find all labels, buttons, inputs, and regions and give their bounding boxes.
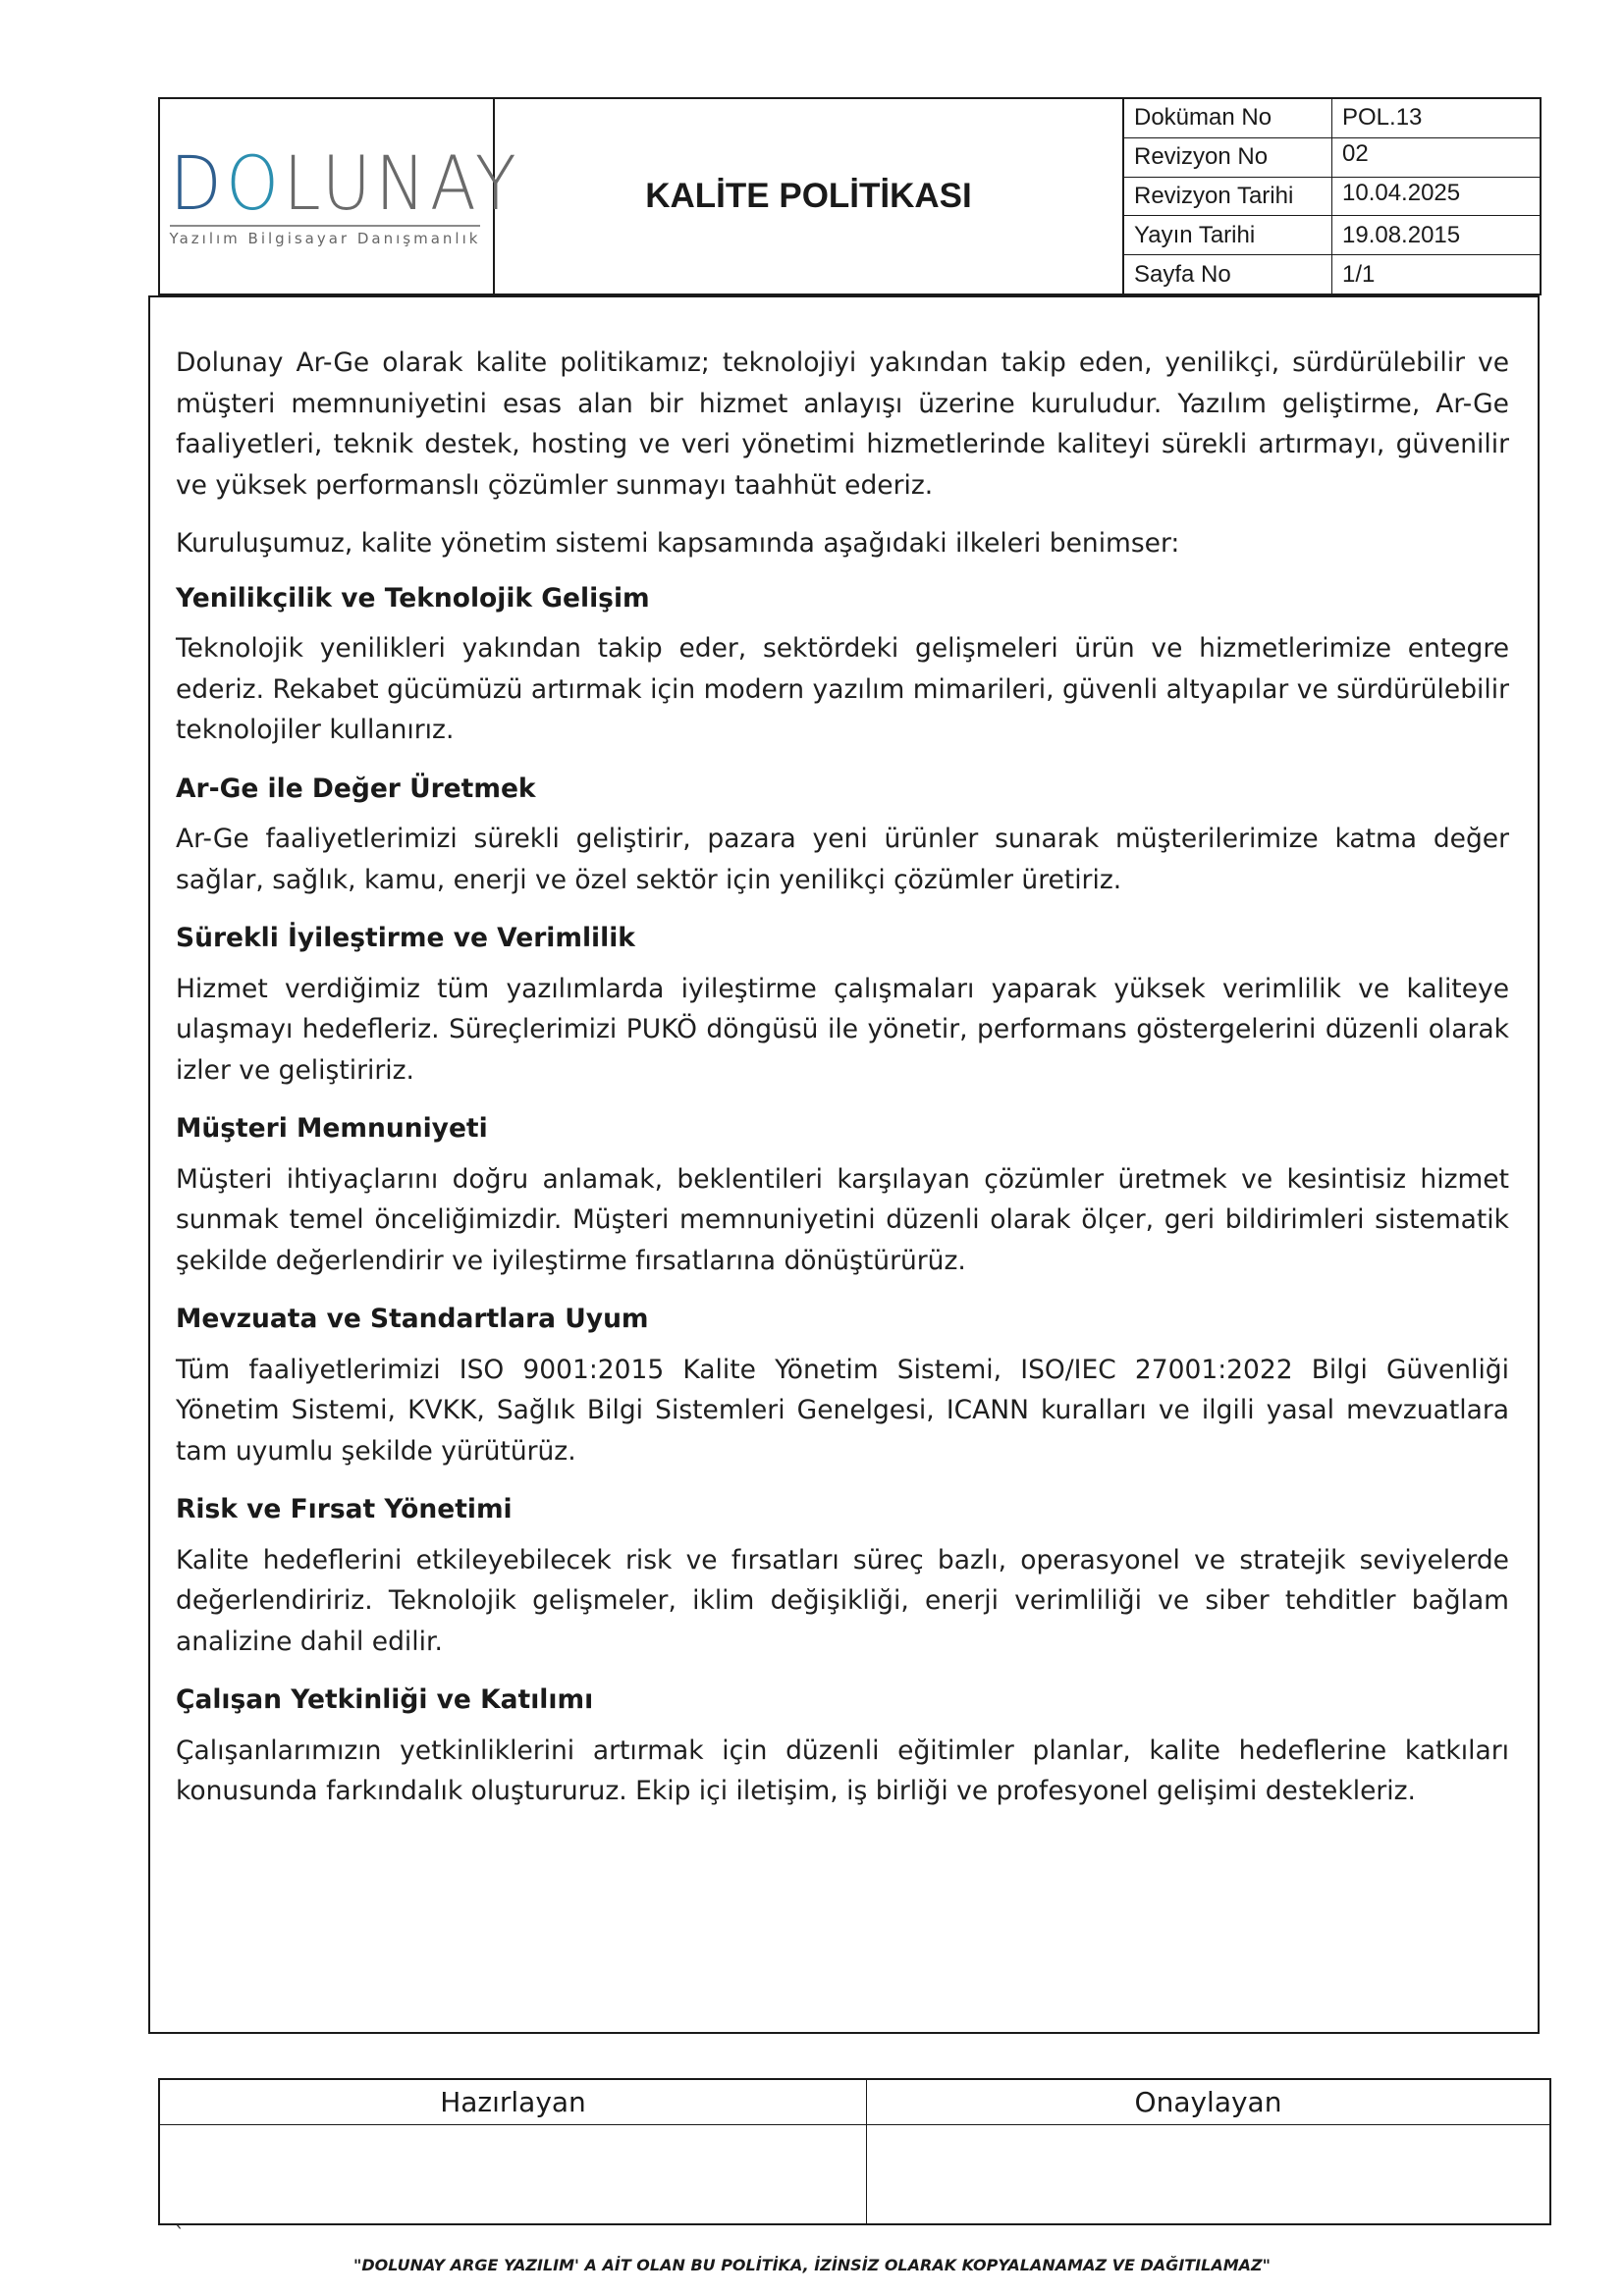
section-title: Çalışan Yetkinliği ve Katılımı: [176, 1684, 594, 1715]
stray-mark: `: [175, 2222, 185, 2246]
copyright-notice: "DOLUNAY ARGE YAZILIM' A AİT OLAN BU POLİTİKA, İZİNSİZ OLARAK KOPYALANAMAZ VE DAĞITILAMAZ": [353, 2256, 1271, 2274]
meta-value: 10.04.2025: [1342, 179, 1461, 206]
section-compliance: [176, 1299, 1509, 1471]
meta-row-publish-date: [1124, 216, 1540, 255]
logo-tagline: Yazılım Bilgisayar Danışmanlık: [169, 229, 481, 247]
prepared-by-label: Hazırlayan: [160, 2080, 867, 2125]
company-logo: [169, 138, 520, 247]
document-header: [158, 97, 1542, 295]
section-text: Kalite hedeflerini etkileyebilecek risk ve fırsatları süreç bazlı, operasyonel ve stratejik seviyelerde değerlendiririz. Teknolojik gelişmeler, iklim değişikliği, enerji verimliliği ve siber tehditler bağlam analizine dahil edilir.: [176, 1544, 1509, 1657]
approved-by-signature-box: [867, 2125, 1549, 2223]
meta-value: 02: [1342, 139, 1369, 167]
meta-label: Revizyon Tarihi: [1124, 178, 1332, 216]
meta-row-page-no: [1124, 255, 1540, 294]
section-title: Ar-Ge ile Değer Üretmek: [176, 773, 536, 804]
principles-lead: Kuruluşumuz, kalite yönetim sistemi kapsamında aşağıdaki ilkeleri benimser:: [176, 528, 1180, 559]
signature-table: [158, 2078, 1551, 2225]
section-text: Çalışanlarımızın yetkinliklerini artırmak için düzenli eğitimler planlar, kalite hedeflerine katkıları konusunda farkındalık oluştururuz. Ekip içi iletişim, iş birliği ve profesyonel gelişimi destekleriz.: [176, 1735, 1509, 1806]
meta-row-revision-date: [1124, 178, 1540, 217]
section-customer-satisfaction: [176, 1108, 1509, 1281]
logo-letter-o: O: [225, 138, 284, 227]
policy-body: [148, 295, 1540, 2034]
section-risk-opportunity: [176, 1489, 1509, 1662]
section-innovation: [176, 578, 1509, 751]
prepared-by-signature-box: [160, 2125, 867, 2223]
meta-row-revision-no: [1124, 138, 1540, 178]
intro-paragraph: Dolunay Ar-Ge olarak kalite politikamız; teknolojiyi yakından takip eden, yenilikçi, sürdürülebilir ve müşteri memnuniyetini esas alan bir hizmet anlayışı üzerine kuruludur. Yazılım geliştirme, Ar-Ge faaliyetleri, teknik destek, hosting ve veri yönetimi hizmetlerinde kaliteyi sürekli artırmayı, güvenilir ve yüksek performanslı çözümler sunmayı taahhüt ederiz.: [176, 347, 1509, 501]
section-title: Yenilikçilik ve Teknolojik Gelişim: [176, 582, 650, 614]
logo-wordmark: [169, 138, 520, 227]
approved-by-label: Onaylayan: [867, 2080, 1549, 2125]
document-meta-table: [1124, 99, 1540, 294]
meta-label: Revizyon No: [1124, 138, 1332, 177]
section-title: Müşteri Memnuniyeti: [176, 1113, 488, 1144]
section-employee-competence: [176, 1680, 1509, 1812]
section-rnd-value: [176, 769, 1509, 901]
logo-cell: [160, 99, 520, 294]
meta-label: Yayın Tarihi: [1124, 216, 1332, 254]
section-text: Müşteri ihtiyaçlarını doğru anlamak, beklentileri karşılayan çözümler üretmek ve kesintisiz hizmet sunmak temel önceliğimizdir. Müşteri memnuniyetini düzenli olarak ölçer, geri bildirimleri sistematik şekilde değerlendirir ve iyileştirme fırsatlarına dönüştürürüz.: [176, 1163, 1509, 1276]
meta-value: 1/1: [1342, 260, 1376, 288]
logo-letter-d: D: [169, 138, 226, 227]
document-title: KALİTE POLİTİKASI: [495, 99, 1124, 294]
meta-label: Doküman No: [1124, 99, 1332, 137]
section-title: Sürekli İyileştirme ve Verimlilik: [176, 923, 635, 953]
section-title: Risk ve Fırsat Yönetimi: [176, 1494, 513, 1524]
section-continuous-improvement: [176, 918, 1509, 1091]
meta-row-document-no: [1124, 99, 1540, 138]
section-text: Tüm faaliyetlerimizi ISO 9001:2015 Kalite Yönetim Sistemi, ISO/IEC 27001:2022 Bilgi Güvenliği Yönetim Sistemi, KVKK, Sağlık Bilgi Sistemleri Genelgesi, ICANN kuralları ve ilgili yasal mevzuatlara tam uyumlu şekilde yürütürüz.: [176, 1354, 1509, 1467]
section-text: Hizmet verdiğimiz tüm yazılımlarda iyileştirme çalışmaları yaparak yüksek verimlilik ve kaliteye ulaşmayı hedefleriz. Süreçlerimizi PUKÖ döngüsü ile yönetir, performans göstergelerini düzenli olarak izler ve geliştiririz.: [176, 973, 1509, 1086]
logo-letters-rest: LUNAY: [283, 138, 520, 227]
section-text: Ar-Ge faaliyetlerimizi sürekli geliştirir, pazara yeni ürünler sunarak müşterilerimize katma değer sağlar, sağlık, kamu, enerji ve özel sektör için yenilikçi çözümler üretiriz.: [176, 824, 1509, 895]
meta-label: Sayfa No: [1124, 255, 1332, 294]
section-title: Mevzuata ve Standartlara Uyum: [176, 1304, 649, 1334]
meta-value: 19.08.2015: [1342, 221, 1461, 248]
meta-value: POL.13: [1342, 104, 1423, 132]
section-text: Teknolojik yenilikleri yakından takip eder, sektördeki gelişmeleri ürün ve hizmetlerimize entegre ederiz. Rekabet gücümüzü artırmak için modern yazılım mimarileri, güvenli altyapılar ve sürdürülebilir teknolojiler kullanırız.: [176, 633, 1509, 745]
